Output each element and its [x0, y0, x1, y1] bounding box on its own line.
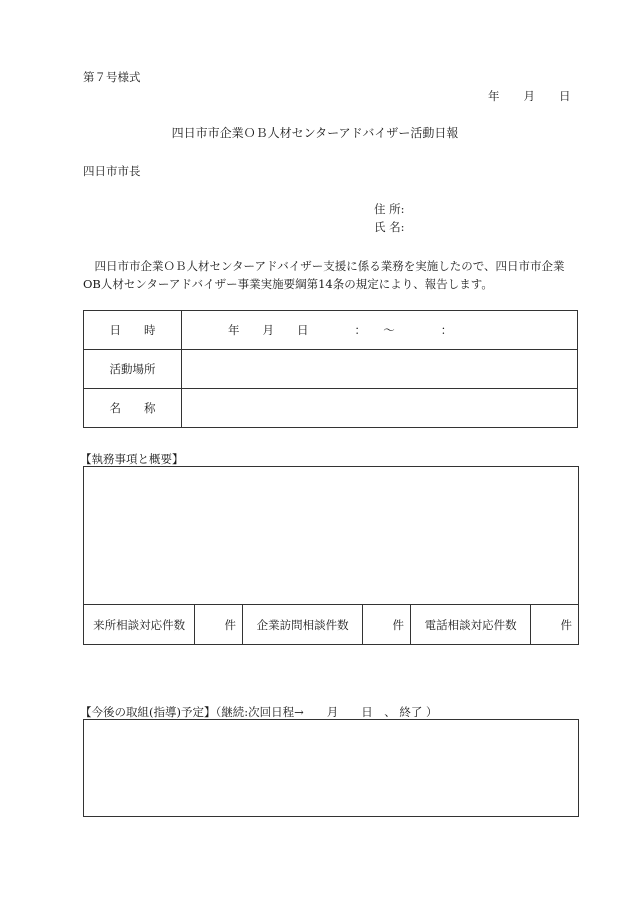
date-month-label: 月	[523, 89, 535, 103]
place-label: 活動場所	[84, 350, 182, 389]
duties-summary-field[interactable]	[83, 466, 579, 605]
duties-summary-heading: 【執務事項と概要】	[80, 452, 184, 466]
body-line-2: OB人材センターアドバイザー事業実施要綱第14条の規定により、報告します。	[83, 277, 493, 291]
visit-count-field[interactable]	[195, 605, 243, 645]
body-line-1: 四日市市企業ＯＢ人材センターアドバイザー支援に係る業務を実施したので、四日市市企業	[83, 259, 565, 273]
name-of-entity-label: 名 称	[84, 389, 182, 428]
table-row	[84, 350, 578, 389]
company-visit-count-unit: 件	[392, 617, 404, 632]
form-number: 第７号様式	[83, 70, 141, 84]
date-line	[488, 88, 571, 104]
entity-name-field[interactable]	[182, 389, 578, 428]
page-title: 四日市市企業ＯＢ人材センターアドバイザー活動日報	[171, 126, 459, 140]
datetime-label: 日 時	[84, 311, 182, 350]
name-label: 氏 名:	[374, 220, 405, 234]
visit-count-unit: 件	[224, 617, 237, 632]
future-plan-field[interactable]	[83, 719, 579, 817]
activity-info-table	[83, 310, 578, 428]
future-plan-heading: 【今後の取組(指導)予定】（継続:次回日程→ 月 日 、 終了 ）	[80, 705, 438, 719]
counts-table	[83, 604, 579, 645]
datetime-template: 年 月 日 ： ～ ：	[228, 323, 453, 337]
date-day-label: 日	[559, 89, 571, 103]
body-text	[83, 257, 583, 293]
company-visit-count-label: 企業訪問相談件数	[243, 605, 363, 645]
addressee: 四日市市長	[83, 164, 141, 178]
phone-count-field[interactable]	[531, 605, 579, 645]
datetime-field[interactable]	[182, 311, 578, 350]
place-field[interactable]	[182, 350, 578, 389]
table-row	[84, 311, 578, 350]
company-visit-count-field[interactable]	[363, 605, 411, 645]
table-row	[84, 389, 578, 428]
date-year-label: 年	[488, 89, 500, 103]
address-label: 住 所:	[374, 202, 405, 216]
phone-count-unit: 件	[560, 617, 572, 632]
table-row	[84, 605, 579, 645]
visit-count-label: 来所相談対応件数	[84, 605, 195, 645]
phone-count-label: 電話相談対応件数	[411, 605, 531, 645]
